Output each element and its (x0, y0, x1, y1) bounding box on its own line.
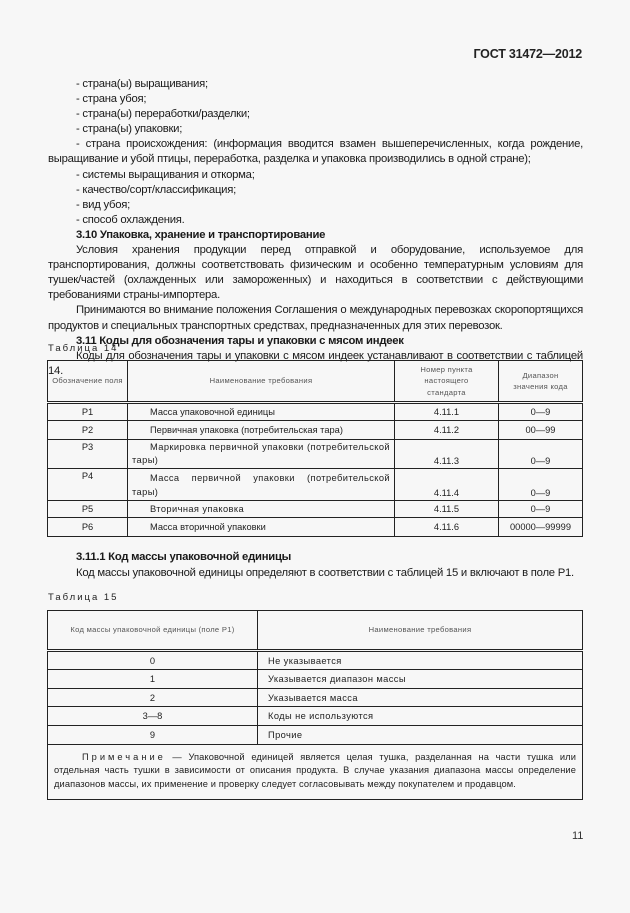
list-item: - способ охлаждения. (76, 213, 185, 226)
table15-caption: Таблица 15 (48, 592, 119, 603)
column-header: Обозначение поля (48, 361, 128, 403)
page-number: 11 (572, 830, 584, 842)
paragraph: Принимаются во внимание положения Соглашения о международных перевозках скоропортящихся продуктов и специальных транспортных средствах, предназначенных для этих перевозок. (48, 304, 583, 332)
column-header: Код массы упаковочной единицы (поле P1) (48, 611, 258, 651)
paragraph: Код массы упаковочной единицы определяют в соответствии с таблицей 15 и включают в поле P1. (76, 567, 574, 579)
table-row: 1 Указывается диапазон массы (48, 670, 583, 689)
list-item: - страна происхождения: (информация вводится взамен вышеперечисленных, когда рождение, выращивание и убой птицы, переработка, разделка и упаковка производились в одной стране); (48, 138, 583, 166)
table-row: P2 Первичная упаковка (потребительская тара) 4.11.2 00—99 (48, 421, 583, 440)
table-row: 0 Не указывается (48, 651, 583, 670)
note-label: Примечание (82, 752, 166, 762)
section-heading-3-11-1: 3.11.1 Код массы упаковочной единицы (76, 551, 292, 563)
note-text: — Упаковочной единицей является целая тушка, разделанная на части тушка или отдельная часть тушки в зависимости от описания продукта. В случае указания диапазона массы определение диапазонов массы, их применение и проверку следует согласовывать между покупателем и продавцом. (54, 752, 576, 789)
section-heading-3-10: 3.10 Упаковка, хранение и транспортирование (76, 228, 326, 241)
table-note-row (48, 745, 583, 800)
table-row: P4 Масса первичной упаковки (потребительской тары) 4.11.4 0—9 (48, 469, 583, 501)
column-header: Наименование требования (258, 611, 583, 651)
table-row: 9 Прочие (48, 726, 583, 745)
document-header: ГОСТ 31472—2012 (473, 47, 582, 61)
list-item: - системы выращивания и откорма; (76, 168, 255, 181)
column-header: Наименование требования (128, 361, 395, 403)
table-row: 3—8 Коды не используются (48, 707, 583, 726)
list-item: - качество/сорт/классификация; (76, 183, 236, 196)
table-row: P6 Масса вторичной упаковки 4.11.6 00000—99999 (48, 518, 583, 537)
table-row: P1 Масса упаковочной единицы 4.11.1 0—9 (48, 403, 583, 421)
list-item: - страна(ы) выращивания; (76, 78, 208, 90)
paragraph: Коды для обозначения тары и упаковки с мясом индеек устанавливают в соответствии с таблицей 14. (48, 349, 583, 377)
column-header: Диапазон значения кода (499, 361, 583, 403)
table-row: 2 Указывается масса (48, 689, 583, 707)
column-header: Номер пункта настоящего стандарта (395, 361, 499, 403)
table-note (48, 745, 583, 800)
list-item: - страна убоя; (76, 93, 147, 106)
table-row: P5 Вторичная упаковка 4.11.5 0—9 (48, 501, 583, 518)
list-item: - страна(ы) переработки/разделки; (76, 108, 250, 121)
table14-caption: Таблица 14 (48, 343, 119, 354)
list-item: - вид убоя; (76, 198, 130, 211)
paragraph: Условия хранения продукции перед отправкой и оборудование, используемое для транспортирования, должны соответствовать физическим и особенно температурным условиям для тушек/частей (охлажденных или замороженных) и находиться в соответствии с действующими требованиями страны-импортера. (48, 244, 583, 302)
table-row: P3 Маркировка первичной упаковки (потребительской тары) 4.11.3 0—9 (48, 440, 583, 469)
body-text (48, 77, 583, 379)
list-item: - страна(ы) упаковки; (76, 123, 183, 136)
table-15 (47, 610, 583, 800)
section-heading-3-11: 3.11 Коды для обозначения тары и упаковки с мясом индеек (76, 334, 404, 347)
table-14 (47, 360, 583, 537)
